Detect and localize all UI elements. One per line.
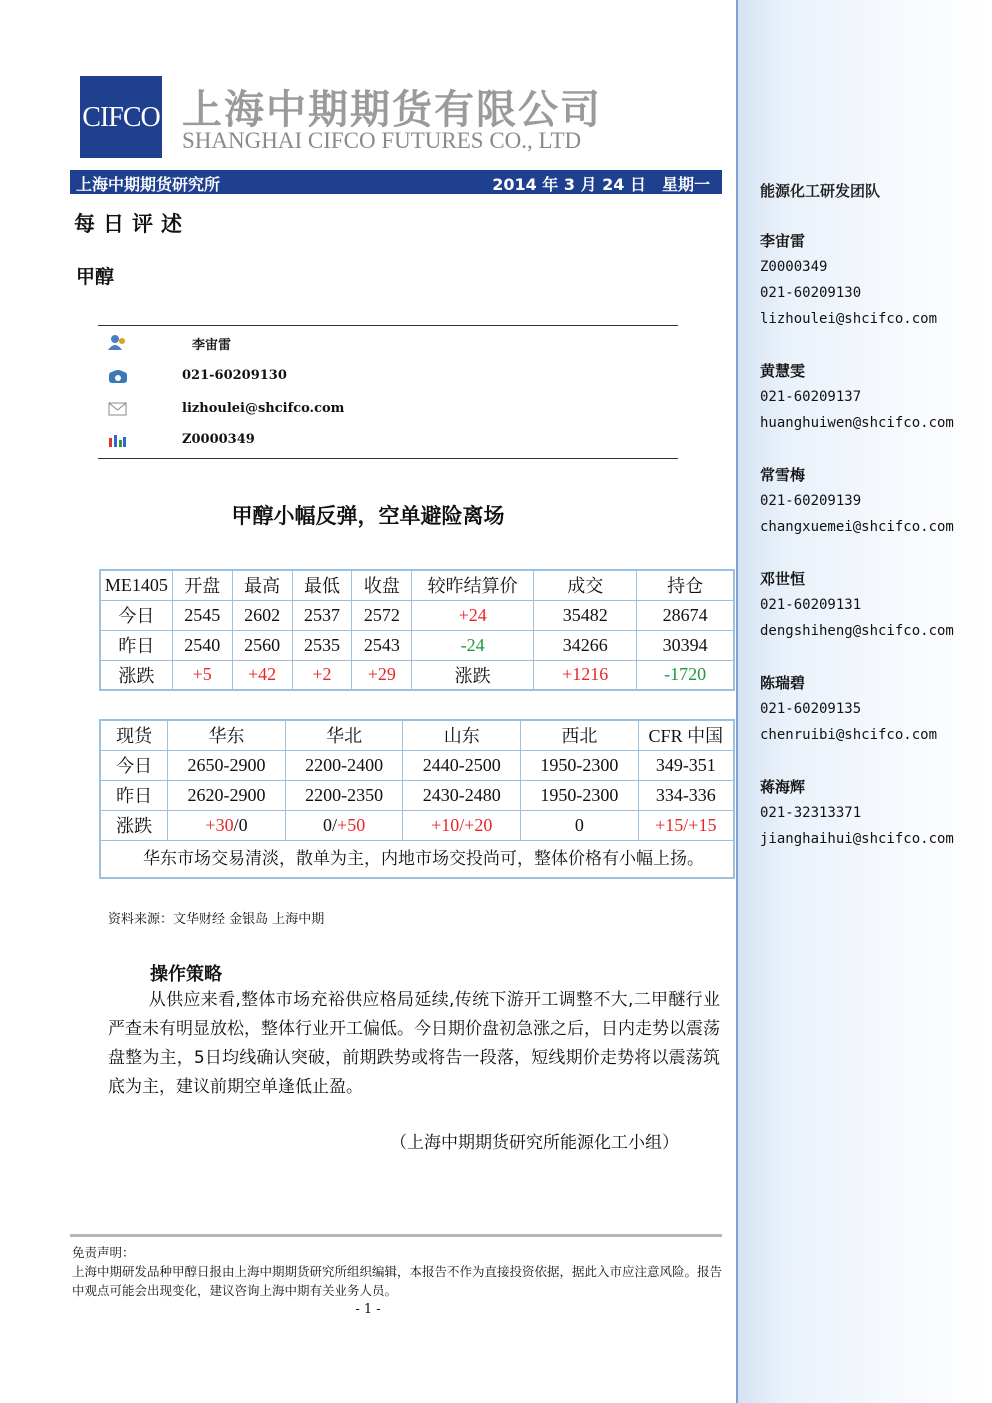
- section-title: 每日评述: [74, 212, 190, 236]
- spot-table: [99, 719, 735, 879]
- logo: [80, 76, 162, 158]
- table-row: [100, 750, 734, 780]
- author-name: 李宙雷: [192, 338, 232, 353]
- headline: 甲醇小幅反弹，空单避险离场: [231, 504, 505, 528]
- contact-name: 邓世恒: [760, 570, 806, 588]
- company-name-cn: 上海中期期货有限公司: [182, 87, 602, 133]
- market-note: 华东市场交易清淡，散单为主，内地市场交投尚可，整体价格有小幅上扬。: [100, 840, 734, 878]
- table-cell: +15/+15: [638, 810, 734, 840]
- change-value: 0/: [323, 814, 338, 835]
- contact-name: 陈瑞碧: [760, 674, 806, 692]
- contact-email[interactable]: changxuemei@shcifco.com: [760, 519, 954, 535]
- author-box: [98, 325, 678, 459]
- contact-name: 黄慧雯: [760, 362, 806, 380]
- table-cell: 2650-2900: [168, 750, 286, 780]
- contact-card: [760, 358, 954, 436]
- signature: （上海中期期货研究所能源化工小组）: [390, 1133, 679, 1153]
- change-value: +50: [337, 814, 366, 835]
- table-cell: +2: [292, 660, 352, 690]
- table-cell: -24: [412, 630, 534, 660]
- phone-icon: [108, 368, 128, 384]
- logo-text: CIFCO: [82, 102, 160, 133]
- disclaimer: [72, 1243, 722, 1300]
- contact-email[interactable]: lizhoulei@shcifco.com: [760, 311, 938, 327]
- author-phone: 021-60209130: [182, 368, 287, 383]
- table-cell: 较昨结算价: [412, 570, 534, 600]
- table-cell: 2440-2500: [403, 750, 521, 780]
- table-cell: 持仓: [637, 570, 734, 600]
- table-cell: +24: [412, 600, 534, 630]
- person-icon: [108, 334, 128, 350]
- table-cell: 最低: [292, 570, 352, 600]
- table-cell: 昨日: [100, 780, 168, 810]
- table-cell: 0: [521, 810, 639, 840]
- chart-icon: [108, 432, 128, 448]
- table-cell: 30394: [637, 630, 734, 660]
- team-title: 能源化工研发团队: [760, 182, 881, 200]
- contact-license: Z0000349: [760, 259, 828, 275]
- table-cell: +29: [352, 660, 412, 690]
- disclaimer-text: 上海中期研发品种甲醇日报由上海中期期货研究所组织编辑，本报告不作为直接投资依据，据此入市应注意风险。报告中观点可能会出现变化，建议咨询上海中期有关业务人员。: [72, 1264, 723, 1298]
- table-cell: 今日: [100, 600, 172, 630]
- table-cell: 涨跌: [100, 660, 172, 690]
- change-value: /0: [233, 814, 248, 835]
- table-cell: 334-336: [638, 780, 734, 810]
- table-cell: 2200-2400: [285, 750, 403, 780]
- table-cell: 28674: [637, 600, 734, 630]
- strategy-title: 操作策略: [150, 964, 222, 985]
- table-cell: ME1405: [100, 570, 172, 600]
- sidebar: [736, 0, 992, 1403]
- table-cell: 1950-2300: [521, 750, 639, 780]
- table-cell: 成交: [534, 570, 637, 600]
- contact-card: [760, 774, 954, 852]
- table-header-row: [100, 570, 734, 600]
- table-row: [100, 600, 734, 630]
- table-cell: 涨跌: [100, 810, 168, 840]
- contact-name: 李宙雷: [760, 232, 806, 250]
- table-row: [100, 630, 734, 660]
- table-row: [100, 660, 734, 690]
- table-cell: 涨跌: [412, 660, 534, 690]
- table-cell: +42: [232, 660, 292, 690]
- disclaimer-title: 免责声明：: [72, 1245, 135, 1260]
- table-cell: 昨日: [100, 630, 172, 660]
- contact-phone: 021-60209131: [760, 597, 862, 613]
- table-cell: 35482: [534, 600, 637, 630]
- institute-name: 上海中期期货研究所: [76, 175, 221, 194]
- table-cell: 349-351: [638, 750, 734, 780]
- contact-phone: 021-60209135: [760, 701, 862, 717]
- strategy-text: 从供应来看,整体市场充裕供应格局延续,传统下游开工调整不大,二甲醚行业严查未有明显放松，整体行业开工偏低。今日期价盘初急涨之后，日内走势以震荡盘整为主，5日均线确认突破，前期跌势或将告一段落，短线期价走势将以震荡筑底为主，建议前期空单逢低止盈。: [108, 990, 720, 1097]
- table-cell: [168, 810, 286, 840]
- table-cell: 西北: [521, 720, 639, 750]
- contact-card: [760, 228, 937, 332]
- table-cell: -1720: [637, 660, 734, 690]
- table-cell: 山东: [403, 720, 521, 750]
- page-number: - 1 -: [355, 1302, 381, 1317]
- table-row: [100, 810, 734, 840]
- table-header-row: [100, 720, 734, 750]
- contact-name: 蒋海辉: [760, 778, 806, 796]
- table-cell: 2572: [352, 600, 412, 630]
- table-cell: 2535: [292, 630, 352, 660]
- table-cell: 2540: [172, 630, 232, 660]
- contact-email[interactable]: chenruibi@shcifco.com: [760, 727, 938, 743]
- table-cell: +10/+20: [403, 810, 521, 840]
- contact-phone: 021-60209130: [760, 285, 862, 301]
- contact-email[interactable]: jianghaihui@shcifco.com: [760, 831, 954, 847]
- header-bar: [70, 170, 722, 194]
- table-row: [100, 840, 734, 878]
- table-cell: 2200-2350: [285, 780, 403, 810]
- table-cell: CFR 中国: [638, 720, 734, 750]
- futures-table: [99, 569, 735, 691]
- table-cell: 2545: [172, 600, 232, 630]
- product-name: 甲醇: [76, 266, 115, 288]
- table-cell: 1950-2300: [521, 780, 639, 810]
- author-email[interactable]: lizhoulei@shcifco.com: [182, 401, 345, 416]
- mail-icon: [108, 401, 128, 417]
- table-cell: [285, 810, 403, 840]
- table-cell: 2620-2900: [168, 780, 286, 810]
- footer-divider: [70, 1234, 722, 1237]
- table-cell: 2537: [292, 600, 352, 630]
- report-date: 2014 年 3 月 24 日 星期一: [492, 175, 710, 194]
- table-cell: 今日: [100, 750, 168, 780]
- data-source: 资料来源：文华财经 金银岛 上海中期: [108, 912, 325, 927]
- table-cell: 华北: [285, 720, 403, 750]
- contact-phone: 021-60209139: [760, 493, 862, 509]
- change-value: +30: [205, 814, 234, 835]
- table-cell: 华东: [168, 720, 286, 750]
- table-cell: 2560: [232, 630, 292, 660]
- contact-card: [760, 462, 954, 540]
- table-cell: 现货: [100, 720, 168, 750]
- table-cell: 34266: [534, 630, 637, 660]
- table-cell: +5: [172, 660, 232, 690]
- contact-email[interactable]: dengshiheng@shcifco.com: [760, 623, 954, 639]
- table-cell: 最高: [232, 570, 292, 600]
- table-cell: 收盘: [352, 570, 412, 600]
- table-cell: +1216: [534, 660, 637, 690]
- table-cell: 2602: [232, 600, 292, 630]
- author-license: Z0000349: [182, 432, 255, 447]
- contact-email[interactable]: huanghuiwen@shcifco.com: [760, 415, 954, 431]
- table-row: [100, 780, 734, 810]
- table-cell: 2430-2480: [403, 780, 521, 810]
- company-name-en: SHANGHAI CIFCO FUTURES CO., LTD: [182, 128, 582, 153]
- table-cell: 开盘: [172, 570, 232, 600]
- contact-phone: 021-32313371: [760, 805, 862, 821]
- contact-name: 常雪梅: [760, 466, 806, 484]
- contact-card: [760, 566, 954, 644]
- table-cell: 2543: [352, 630, 412, 660]
- contact-card: [760, 670, 937, 748]
- contact-phone: 021-60209137: [760, 389, 862, 405]
